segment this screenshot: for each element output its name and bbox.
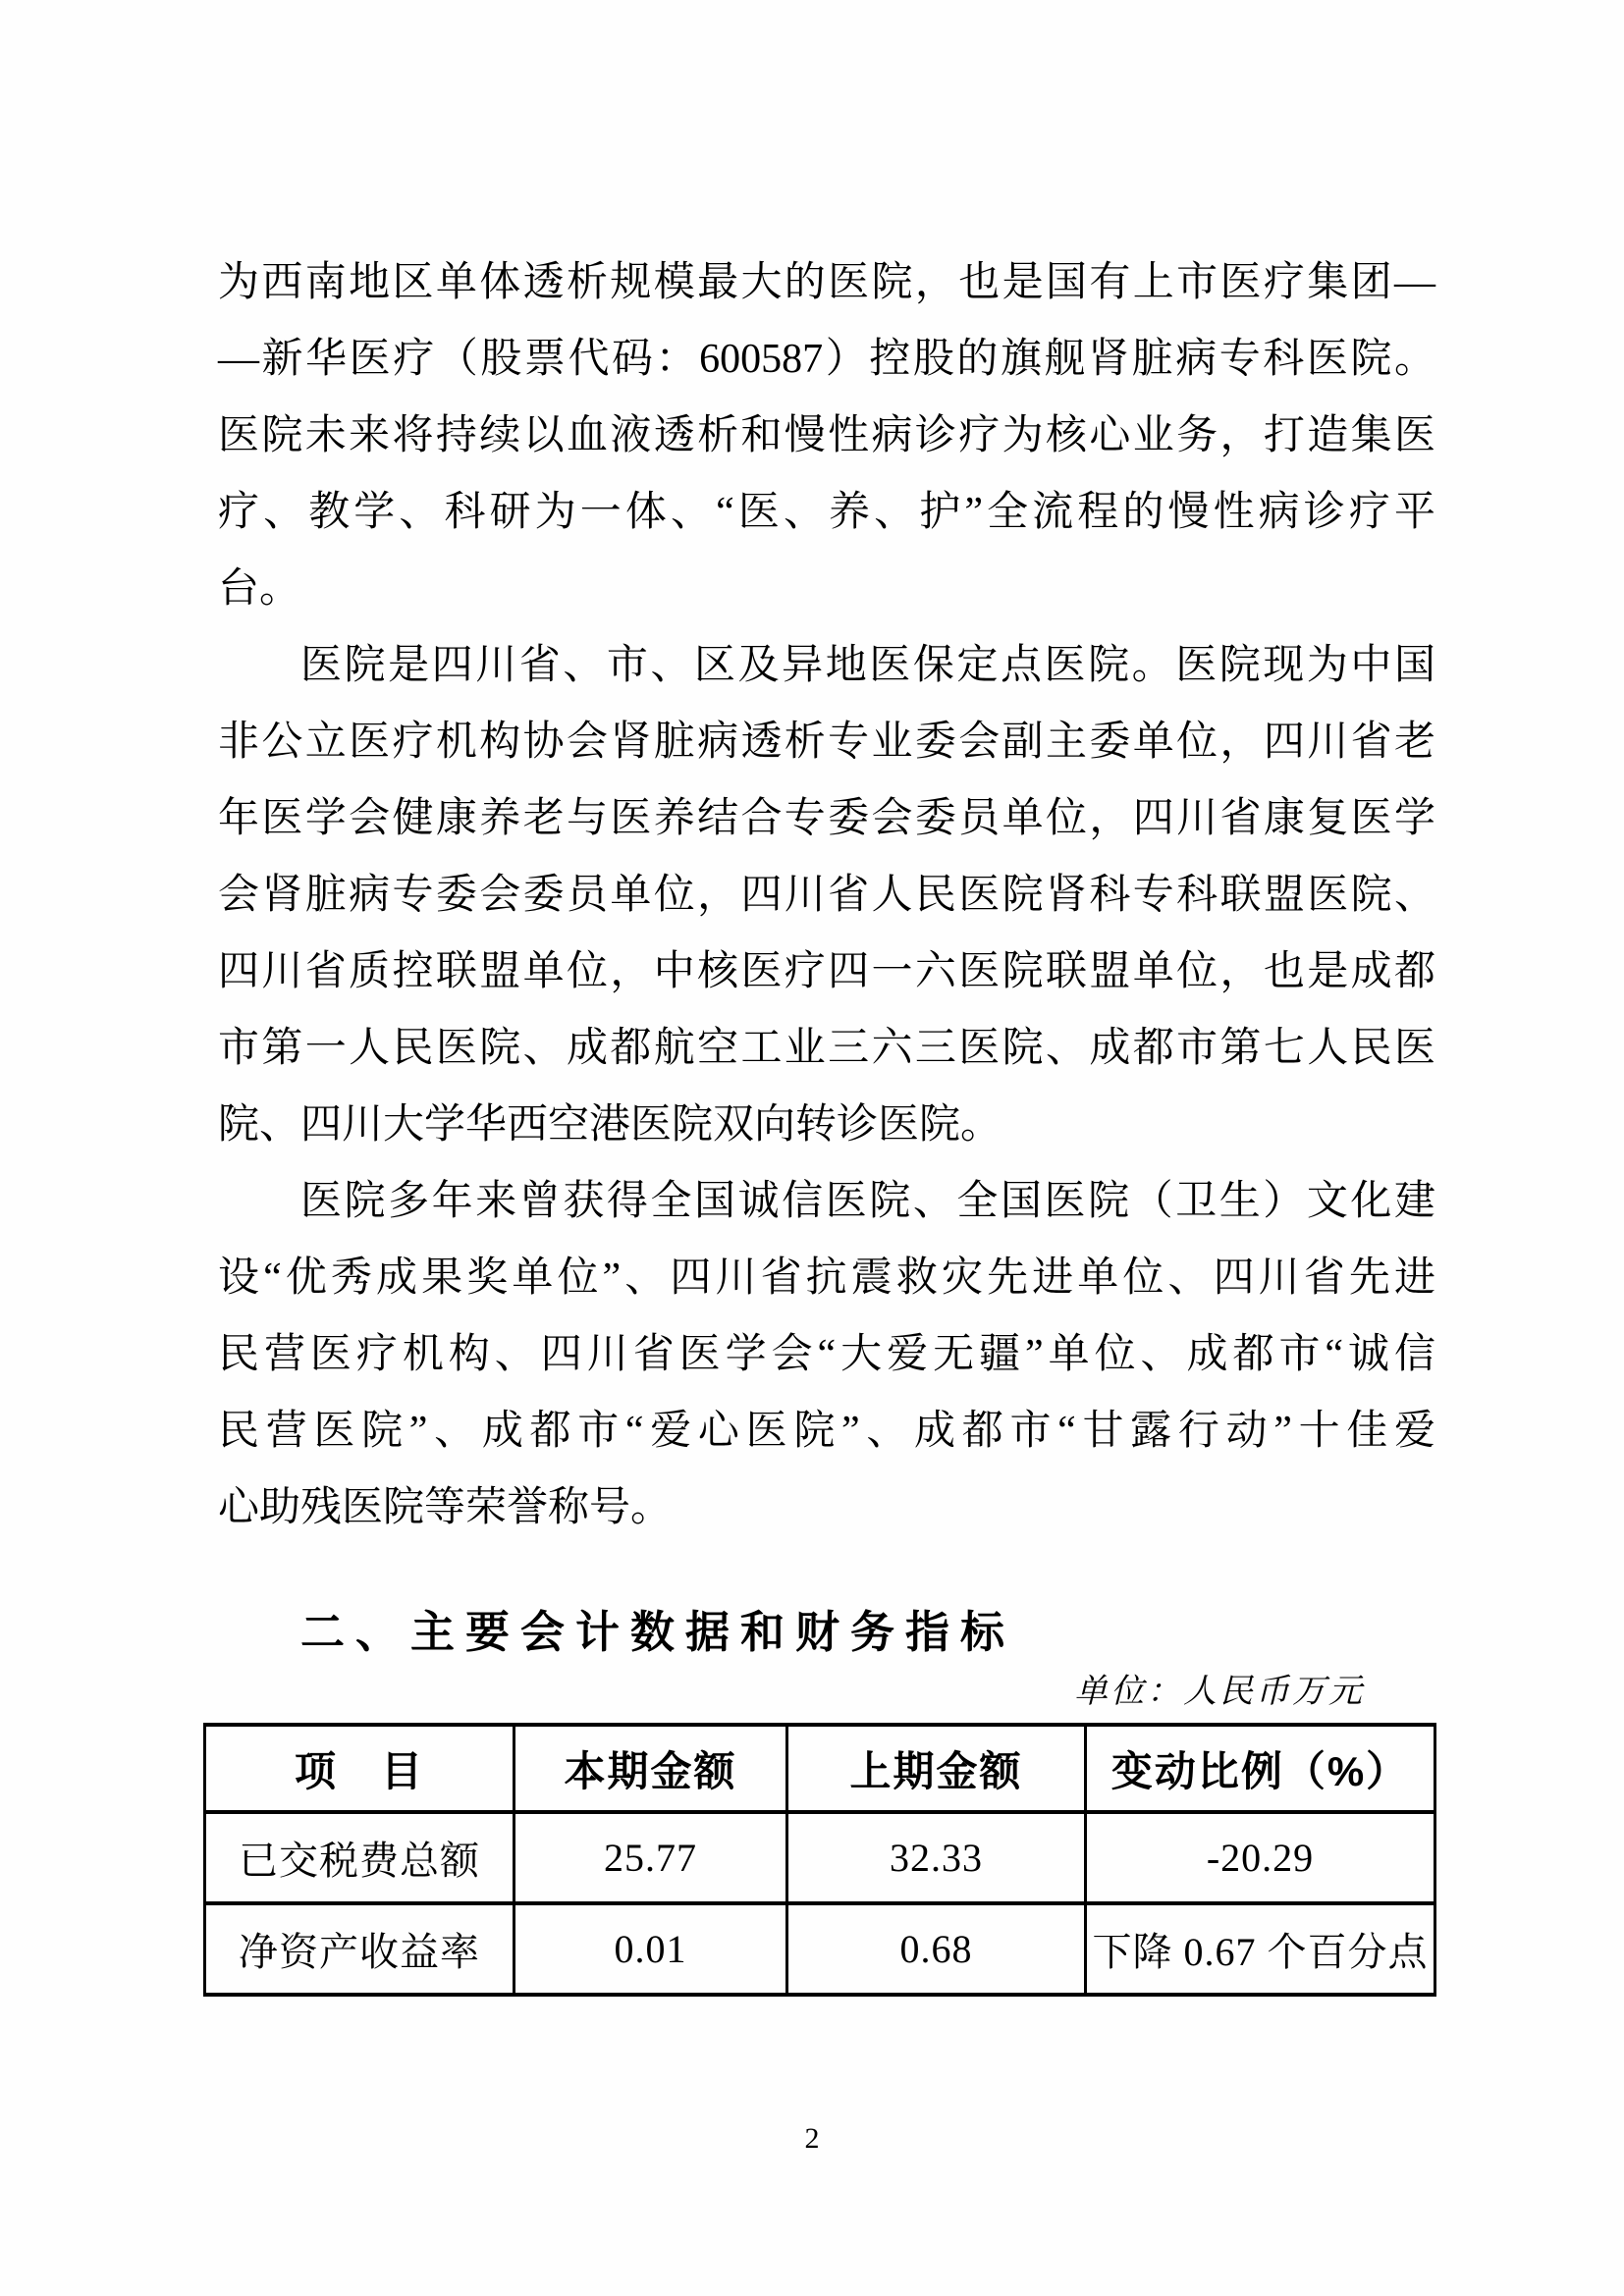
col-header-item: 项 目 [205, 1725, 514, 1812]
cell-value: 25.77 [514, 1812, 787, 1903]
body-line: 医院未来将持续以血液透析和慢性病诊疗为核心业务，打造集医 [218, 413, 1435, 458]
table-row [205, 1903, 1435, 1995]
body-line: 会肾脏病专委会委员单位，四川省人民医院肾科专科联盟医院、 [218, 873, 1435, 918]
cell-value: -20.29 [1086, 1812, 1435, 1903]
body-line: —新华医疗（股票代码：600587）控股的旗舰肾脏病专科医院。 [218, 337, 1435, 382]
unit-note: 单位：人民币万元 [1074, 1674, 1365, 1710]
cell-value: 0.01 [514, 1903, 787, 1995]
cell-value: 下降 0.67 个百分点 [1086, 1903, 1435, 1995]
cell-item: 已交税费总额 [205, 1812, 514, 1903]
table-header-row [205, 1725, 1435, 1812]
body-line: 非公立医疗机构协会肾脏病透析专业委会副主委单位，四川省老 [218, 720, 1435, 765]
page-number: 2 [804, 2122, 820, 2155]
body-line: 民营医疗机构、四川省医学会“大爱无疆”单位、成都市“诚信 [218, 1332, 1435, 1377]
cell-value: 0.68 [787, 1903, 1086, 1995]
body-line: 医院多年来曾获得全国诚信医院、全国医院（卫生）文化建 [300, 1179, 1435, 1224]
body-line: 四川省质控联盟单位，中核医疗四一六医院联盟单位，也是成都 [218, 949, 1435, 994]
body-line: 民营医院”、成都市“爱心医院”、成都市“甘露行动”十佳爱 [218, 1409, 1435, 1454]
body-line: 市第一人民医院、成都航空工业三六三医院、成都市第七人民医 [218, 1026, 1435, 1071]
body-line: 为西南地区单体透析规模最大的医院，也是国有上市医疗集团— [218, 260, 1435, 305]
cell-item: 净资产收益率 [205, 1903, 514, 1995]
body-line: 疗、教学、科研为一体、“医、养、护”全流程的慢性病诊疗平 [218, 490, 1435, 535]
col-header-prior-amount: 上期金额 [787, 1725, 1086, 1812]
col-header-current-amount: 本期金额 [514, 1725, 787, 1812]
body-line: 台。 [218, 566, 301, 612]
body-line: 年医学会健康养老与医养结合专委会委员单位，四川省康复医学 [218, 796, 1435, 841]
body-line: 心助残医院等荣誉称号。 [218, 1485, 673, 1530]
body-text [218, 244, 1435, 1546]
body-line: 院、四川大学华西空港医院双向转诊医院。 [218, 1102, 1002, 1148]
financial-table [203, 1723, 1436, 1997]
table-row [205, 1812, 1435, 1903]
col-header-change-ratio: 变动比例（%） [1086, 1725, 1435, 1812]
cell-value: 32.33 [787, 1812, 1086, 1903]
body-line: 医院是四川省、市、区及异地医保定点医院。医院现为中国 [300, 643, 1435, 688]
body-line: 设“优秀成果奖单位”、四川省抗震救灾先进单位、四川省先进 [218, 1255, 1435, 1301]
section-heading: 二、主要会计数据和财务指标 [300, 1607, 1016, 1657]
